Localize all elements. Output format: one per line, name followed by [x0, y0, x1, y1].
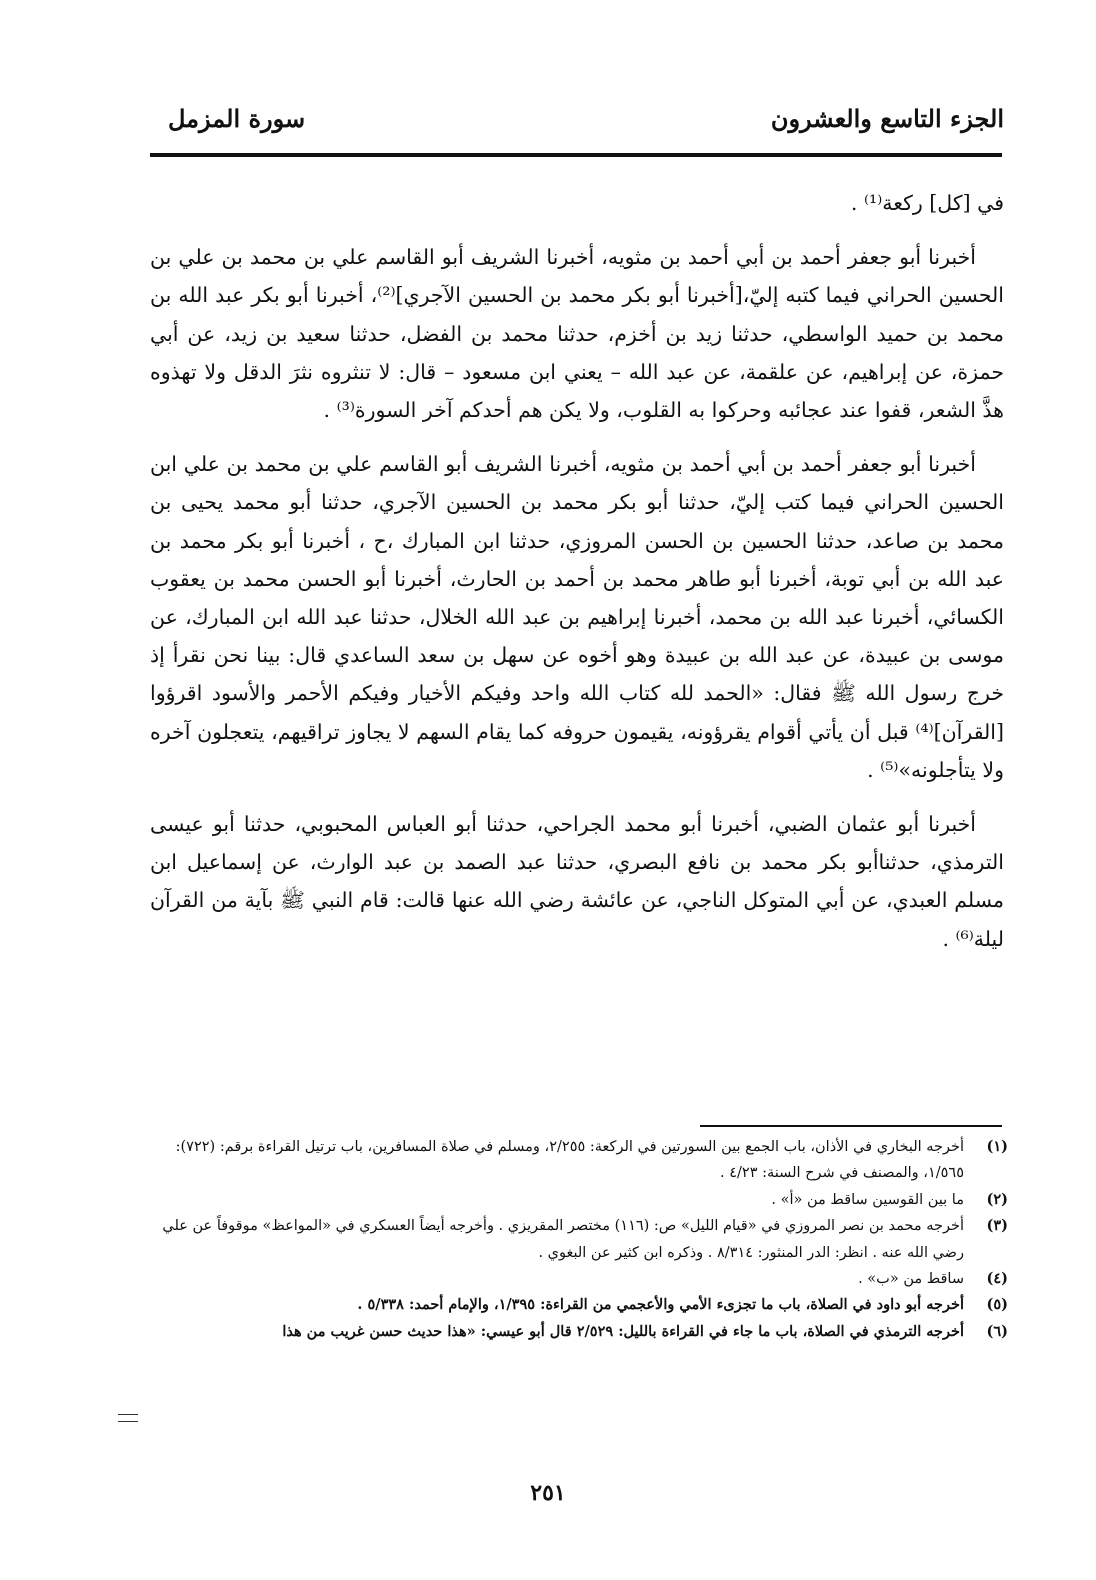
main-text	[150, 184, 1004, 958]
margin-mark	[118, 1414, 138, 1422]
footnote-text: ساقط من «ب» .	[858, 1271, 964, 1288]
footnotes	[150, 1134, 1008, 1345]
footnote-number: (١)	[986, 1138, 1008, 1155]
footnote-number: (٦)	[986, 1322, 1008, 1340]
footnote-text: أخرجه أبو داود في الصلاة، باب ما تجزىء الأمي والأعجمي من القراءة: ١/٣٩٥، والإمام أحمد: ٥/٣٣٨ .	[357, 1296, 964, 1314]
footnote-rule	[700, 1125, 1002, 1127]
footnote-text: ما بين القوسين ساقط من «أ» .	[771, 1191, 964, 1208]
footnote-text: أخرجه البخاري في الأذان، باب الجمع بين السورتين في الركعة: ٢/٢٥٥، ومسلم في صلاة المسافرين، باب ترتيل القراءة برقم: (٧٢٢): ١/٥٦٥، والمصنف في شرح السنة: ٤/٢٣ .	[175, 1139, 964, 1182]
paragraph-hadith-3: أخبرنا أبو عثمان الضبي، أخبرنا أبو محمد الجراحي، حدثنا أبو العباس المحبوبي، حدثنا أبو عيسى الترمذي، حدثناأبو بكر محمد بن نافع البصري، حدثنا عبد الصمد بن عبد الوارث، عن إسماعيل ابن مسلم العبدي، عن أبي المتوكل الناجي، عن عائشة رضي الله عنها قالت: قام النبي ﷺ بآية من القرآن ليلة⁽⁶⁾ .	[150, 812, 1004, 951]
footnote-text: أخرجه محمد بن نصر المروزي في «قيام الليل» ص: (١١٦) مختصر المقريزي . وأخرجه أيضاً العسكري في «المواعظ» موقوفاً عن علي رضي الله عنه . انظر: الدر المنثور: ٨/٣١٤ . وذكره ابن كثير عن البغوي .	[162, 1218, 964, 1261]
footnote	[150, 1187, 1008, 1213]
header-rule	[150, 153, 1002, 157]
footnote-number: (٤)	[986, 1270, 1008, 1288]
running-header-surah: سورة المزمل	[168, 104, 306, 133]
footnote-number: (٣)	[986, 1217, 1008, 1235]
footnote	[150, 1292, 1008, 1318]
paragraph-hadith-2: أخبرنا أبو جعفر أحمد بن أبي أحمد بن مثويه، أخبرنا الشريف أبو القاسم علي بن محمد بن علي ابن الحسين الحراني فيما كتب إليّ، حدثنا أبو بكر محمد بن الحسين الآجري، حدثنا أبو محمد يحيى بن محمد بن صاعد، حدثنا الحسين بن الحسن المروزي، حدثنا ابن المبارك ،ح ، أخبرنا أبو بكر محمد بن عبد الله بن أبي توبة، أخبرنا أبو طاهر محمد بن أحمد بن الحارث، أخبرنا أبو الحسن محمد بن يعقوب الكسائي، أخبرنا عبد الله بن محمد، أخبرنا إبراهيم بن عبد الله الخلال، حدثنا عبد الله ابن المبارك، عن موسى بن عبيدة، عن عبد الله بن عبيدة وهو أخوه عن سهل بن سعد الساعدي قال: بينا نحن نقرأ إذ خرج رسول الله ﷺ فقال: «الحمد لله كتاب الله واحد وفيكم الأخيار وفيكم الأحمر والأسود اقرؤوا [القرآن]⁽⁴⁾ قبل أن يأتي أقوام يقرؤونه، يقيمون حروفه كما يقام السهم لا يجاوز تراقيهم، يتعجلون آخره ولا يتأجلونه»⁽⁵⁾ .	[150, 452, 1004, 782]
footnote-text: أخرجه الترمذي في الصلاة، باب ما جاء في القراءة بالليل: ٢/٥٢٩ قال أبو عيسي: «هذا حديث حسن غريب من هذا	[282, 1322, 964, 1340]
paragraph-continuation: في [كل] ركعة⁽¹⁾ .	[850, 191, 1004, 215]
paragraph-hadith-1: أخبرنا أبو جعفر أحمد بن أبي أحمد بن مثويه، أخبرنا الشريف أبو القاسم علي بن محمد بن علي بن الحسين الحراني فيما كتبه إليّ،[أخبرنا أبو بكر محمد بن الحسين الآجري]⁽²⁾، أخبرنا أبو بكر عبد الله بن محمد بن حميد الواسطي، حدثنا زيد بن أخزم، حدثنا محمد بن الفضل، حدثنا سعيد بن زيد، عن أبي حمزة، عن إبراهيم، عن علقمة، عن عبد الله – يعني ابن مسعود – قال: لا تنثروه نثرَ الدقل ولا تهذوه هذَّ الشعر، قفوا عند عجائبه وحركوا به القلوب، ولا يكن هم أحدكم آخر السورة⁽³⁾ .	[150, 245, 1004, 423]
footnote-number: (٥)	[986, 1296, 1008, 1314]
footnote	[150, 1319, 1008, 1345]
footnote	[150, 1213, 1008, 1266]
page-number: ٢٥١	[530, 1480, 566, 1506]
footnote-number: (٢)	[986, 1190, 1008, 1208]
running-header-part: الجزء التاسع والعشرون	[770, 104, 1004, 133]
footnote	[150, 1266, 1008, 1292]
footnote	[150, 1134, 1008, 1187]
